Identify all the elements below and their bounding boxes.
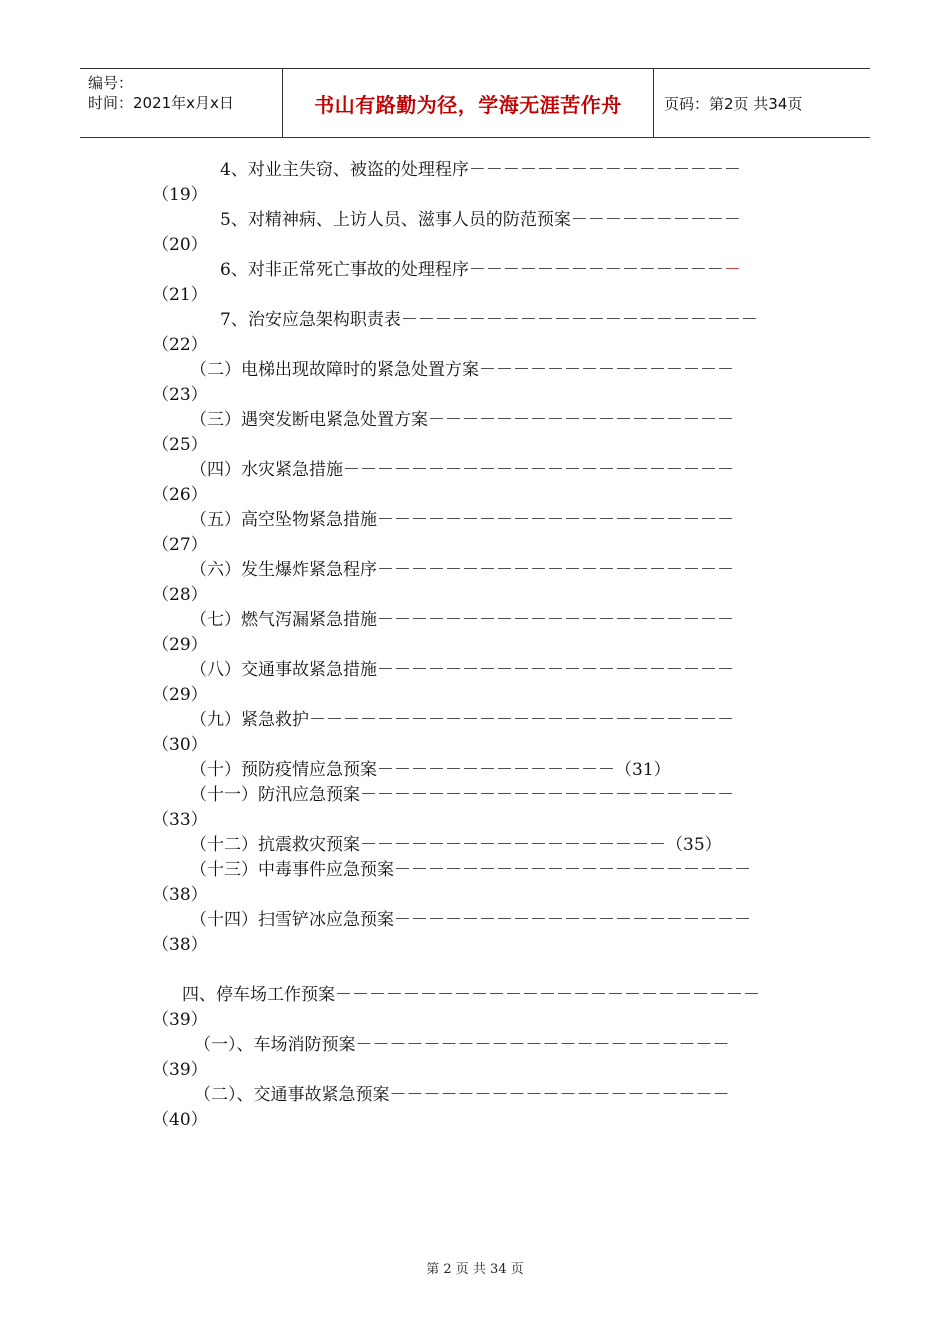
toc-entry <box>152 408 812 458</box>
toc-entry-line <box>152 758 812 783</box>
toc-entry <box>152 208 812 258</box>
toc-entry-title: （二）、交通事故紧急预案 <box>194 1085 390 1105</box>
toc-entry-title: （九）紧急救护 <box>190 710 309 730</box>
toc-entry <box>152 783 812 833</box>
toc-entry-line <box>152 308 812 333</box>
toc-leader-dash-red: － <box>723 260 741 280</box>
toc-leader-dashes: －－－－－－－－－－－－－－－－－－ <box>428 410 734 430</box>
toc-entry-title: （十三）中毒事件应急预案 <box>190 860 394 880</box>
toc-entry-title: （十四）扫雪铲冰应急预案 <box>190 910 394 930</box>
toc-entry-title: （一）、车场消防预案 <box>194 1035 356 1055</box>
serial-label: 编号： <box>88 74 134 92</box>
toc-leader-dashes: －－－－－－－－－－－－－－－－－－－－－ <box>377 610 734 630</box>
toc-page-number: （27） <box>152 535 208 555</box>
document-header <box>80 68 870 138</box>
toc-leader-dashes: －－－－－－－－－－－－－－－－ <box>468 160 741 180</box>
toc-page-number: （29） <box>152 685 208 705</box>
motto-text: 书山有路勤为径，学海无涯苦作舟 <box>314 92 622 117</box>
toc-entry-title: （十一）防汛应急预案 <box>190 785 360 805</box>
toc-entry-line <box>152 358 812 383</box>
toc-entry <box>152 308 812 358</box>
toc-entry-title: 5、对精神病、上访人员、滋事人员的防范预案 <box>220 210 571 230</box>
table-of-contents <box>152 158 812 1133</box>
toc-entry <box>152 358 812 408</box>
toc-page-number: （33） <box>152 810 208 830</box>
toc-leader-dashes: －－－－－－－－－－－－－－－－－－－－－ <box>377 510 734 530</box>
toc-entry-title: 4、对业主失窃、被盗的处理程序 <box>220 160 469 180</box>
toc-entry <box>152 558 812 608</box>
toc-entry-line <box>152 158 812 183</box>
toc-entry-title: （五）高空坠物紧急措施 <box>190 510 377 530</box>
toc-entry-title: 6、对非正常死亡事故的处理程序 <box>220 260 469 280</box>
toc-leader-dashes: －－－－－－－－－－ <box>570 210 741 230</box>
toc-entry <box>152 658 812 708</box>
toc-entry <box>152 758 812 783</box>
toc-page-number: （31） <box>615 760 671 780</box>
toc-entry <box>152 708 812 758</box>
toc-leader-dashes: －－－－－－－－－－－－－－－－－－－－－ <box>377 560 734 580</box>
toc-entry-title: （二）电梯出现故障时的紧急处置方案 <box>190 360 479 380</box>
toc-page-number: （19） <box>152 185 208 205</box>
toc-entry-line <box>152 208 812 233</box>
toc-entry <box>152 1033 812 1083</box>
toc-entry-title: （四）水灾紧急措施 <box>190 460 343 480</box>
toc-leader-dashes: －－－－－－－－－－－－－－－－－－－－－ <box>377 660 734 680</box>
toc-page-number: （26） <box>152 485 208 505</box>
toc-entry-line <box>152 608 812 633</box>
toc-page-number: （23） <box>152 385 208 405</box>
toc-entry <box>152 1083 812 1133</box>
toc-entry-title: 四、停车场工作预案 <box>182 985 335 1005</box>
toc-leader-dashes: －－－－－－－－－－－－－－－－－－－－－－－ <box>343 460 734 480</box>
header-page-cell <box>654 69 870 137</box>
toc-page-number: （25） <box>152 435 208 455</box>
toc-entry-line <box>152 408 812 433</box>
toc-entry-line <box>152 783 812 808</box>
header-meta <box>80 69 282 137</box>
toc-entry-line <box>152 858 812 883</box>
toc-entry <box>152 458 812 508</box>
toc-entry <box>152 508 812 558</box>
toc-page-number: （35） <box>666 835 722 855</box>
toc-page-number: （38） <box>152 885 208 905</box>
toc-entry <box>152 983 812 1033</box>
toc-entry-line <box>152 558 812 583</box>
toc-entry <box>152 158 812 208</box>
header-page-label: 页码：第2页 共34页 <box>664 94 803 113</box>
toc-leader-dashes: －－－－－－－－－－－－－－－ <box>468 260 724 280</box>
toc-leader-dashes: －－－－－－－－－－－－－－－－－－－－－ <box>394 860 751 880</box>
toc-entry-title: 7、治安应急架构职责表 <box>220 310 401 330</box>
toc-entry-title: （六）发生爆炸紧急程序 <box>190 560 377 580</box>
toc-leader-dashes: －－－－－－－－－－－－－－－－－－－－ <box>389 1085 730 1105</box>
toc-leader-dashes: －－－－－－－－－－－－－－－－－－－－－ <box>394 910 751 930</box>
toc-entry <box>152 258 812 308</box>
date-label: 时间：2021年x月x日 <box>88 94 234 112</box>
toc-entry <box>152 908 812 958</box>
toc-entry-line <box>152 1033 812 1058</box>
section-gap <box>152 958 812 983</box>
toc-leader-dashes: －－－－－－－－－－－－－－－－－－－－－ <box>400 310 758 330</box>
toc-page-number: （20） <box>152 235 208 255</box>
toc-page-number: （38） <box>152 935 208 955</box>
toc-entry <box>152 608 812 658</box>
toc-page-number: （22） <box>152 335 208 355</box>
toc-entry-line <box>152 508 812 533</box>
toc-page-number: （39） <box>152 1010 208 1030</box>
toc-leader-dashes: －－－－－－－－－－－－－－－－－－ <box>360 835 666 855</box>
toc-leader-dashes: －－－－－－－－－－－－－－－－－－－－－－ <box>360 785 734 805</box>
toc-entry-title: （七）燃气泻漏紧急措施 <box>190 610 377 630</box>
toc-page-number: （28） <box>152 585 208 605</box>
toc-entry-title: （十二）抗震救灾预案 <box>190 835 360 855</box>
toc-entry-title: （三）遇突发断电紧急处置方案 <box>190 410 428 430</box>
toc-page-number: （29） <box>152 635 208 655</box>
toc-entry <box>152 858 812 908</box>
toc-entry-line <box>152 1083 812 1108</box>
toc-entry <box>152 833 812 858</box>
header-motto-cell <box>282 69 654 137</box>
toc-page-number: （40） <box>152 1110 208 1130</box>
toc-entry-title: （十）预防疫情应急预案 <box>190 760 377 780</box>
toc-leader-dashes: －－－－－－－－－－－－－－－－－－－－－－ <box>355 1035 730 1055</box>
toc-page-number: （21） <box>152 285 208 305</box>
toc-leader-dashes: －－－－－－－－－－－－－－－－－－－－－－－－－ <box>335 985 760 1005</box>
toc-leader-dashes: －－－－－－－－－－－－－－ <box>377 760 615 780</box>
toc-leader-dashes: －－－－－－－－－－－－－－－ <box>479 360 734 380</box>
toc-page-number: （30） <box>152 735 208 755</box>
toc-entry-line <box>152 258 812 283</box>
toc-entry-line <box>152 658 812 683</box>
footer-page-number: 第 2 页 共 34 页 <box>426 1262 524 1277</box>
toc-entry-line <box>152 833 812 858</box>
toc-entry-line <box>152 708 812 733</box>
toc-leader-dashes: －－－－－－－－－－－－－－－－－－－－－－－－－ <box>309 710 734 730</box>
toc-entry-line <box>152 983 812 1008</box>
toc-entry-line <box>152 908 812 933</box>
toc-entry-line <box>152 458 812 483</box>
page-footer <box>0 1258 950 1277</box>
toc-entry-title: （八）交通事故紧急措施 <box>190 660 377 680</box>
toc-page-number: （39） <box>152 1060 208 1080</box>
